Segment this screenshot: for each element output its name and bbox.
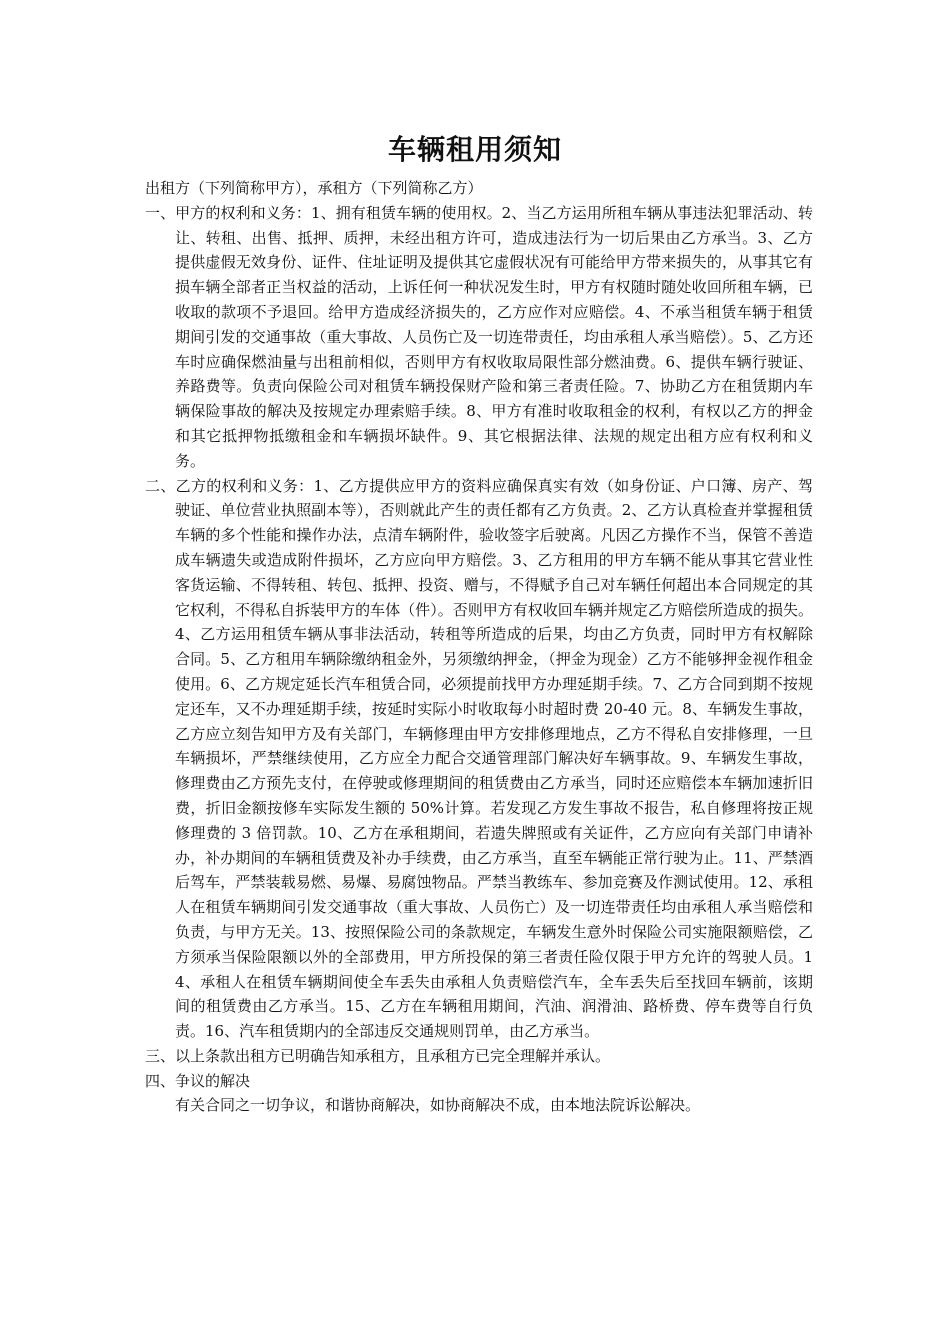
section-1 xyxy=(145,201,813,474)
intro-line: 出租方（下列简称甲方），承租方（下列简称乙方） xyxy=(145,179,483,197)
section-1-text: 1、拥有租赁车辆的使用权。2、当乙方运用所租车辆从事违法犯罪活动、转让、转租、出售、抵押、质押，未经出租方许可，造成违法行为一切后果由乙方承当。3、乙方提供虚假无效身份、证件、住址证明及提供其它虚假状况有可能给甲方带来损失的，从事其它有损车辆全部者正当权益的活动，上诉任何一种状况发生时，甲方有权随时随处收回所租车辆，已收取的款项不予退回。给甲方造成经济损失的，乙方应作对应赔偿。4、不承当租赁车辆于租赁期间引发的交通事故（重大事故、人员伤亡及一切连带责任，均由承租人承当赔偿）。5、乙方还车时应确保燃油量与出租前相似，否则甲方有权收取局限性部分燃油费。6、提供车辆行驶证、养路费等。负责向保险公司对租赁车辆投保财产险和第三者责任险。7、协助乙方在租赁期内车辆保险事故的解决及按规定办理索赔手续。8、甲方有准时收取租金的权利，有权以乙方的押金和其它抵押物抵缴租金和车辆损坏缺件。9、其它根据法律、法规的规定出租方应有权利和义务。 xyxy=(175,203,813,470)
section-1-heading: 一、甲方的权利和义务： xyxy=(145,203,311,222)
document-title: 车辆租用须知 xyxy=(387,133,562,166)
section-2-heading: 二、乙方的权利和义务： xyxy=(145,476,314,495)
section-2-text: 1、乙方提供应甲方的资料应确保真实有效（如身份证、户口簿、房产、驾驶证、单位营业执照副本等），否则就此产生的责任都有乙方负责。2、乙方认真检查并掌握租赁车辆的多个性能和操作办法，点清车辆附件，验收签字后驶离。凡因乙方操作不当，保管不善造成车辆遗失或造成附件损坏，乙方应向甲方赔偿。3、乙方租用的甲方车辆不能从事其它营业性客货运输、不得转租、转包、抵押、投资、赠与，不得赋予自己对车辆任何超出本合同规定的其它权利，不得私自拆装甲方的车体（件）。否则甲方有权收回车辆并规定乙方赔偿所造成的损失。4、乙方运用租赁车辆从事非法活动，转租等所造成的后果，均由乙方负责，同时甲方有权解除合同。5、乙方租用车辆除缴纳租金外，另须缴纳押金，（押金为现金）乙方不能够押金视作租金使用。6、乙方规定延长汽车租赁合同，必须提前找甲方办理延期手续。7、乙方合同到期不按规定还车，又不办理延期手续，按延时实际小时收取每小时超时费 20-40 元。8、车辆发生事故，乙方应立刻告知甲方及有关部门，车辆修理由甲方安排修理地点，乙方不得私自安排修理，一旦车辆损坏，严禁继续使用，乙方应全力配合交通管理部门解决好车辆事故。9、车辆发生事故，修理费由乙方预先支付，在停驶或修理期间的租赁费由乙方承当，同时还应赔偿本车辆加速折旧费，折旧金额按修车实际发生额的 50%计算。若发现乙方发生事故不报告，私自修理将按正规修理费的 3 倍罚款。10、乙方在承租期间，若遗失牌照或有关证件，乙方应向有关部门申请补办，补办期间的车辆租赁费及补办手续费，由乙方承当，直至车辆能正常行驶为止。11、严禁酒后驾车，严禁装载易燃、易爆、易腐蚀物品。严禁当教练车、参加竞赛及作测试使用。12、承租人在租赁车辆期间引发交通事故（重大事故、人员伤亡）及一切连带责任均由承租人承当赔偿和负责，与甲方无关。13、按照保险公司的条款规定，车辆发生意外时保险公司实施限额赔偿，乙方须承当保险限额以外的全部费用，甲方所投保的第三者责任险仅限于甲方允许的驾驶人员。14、承租人在租赁车辆期间使全车丢失由承租人负责赔偿汽车，全车丢失后至找回车辆前，该期间的租赁费由乙方承当。15、乙方在车辆租用期间，汽油、润滑油、路桥费、停车费等自行负责。16、汽车租赁期内的全部违反交通规则罚单，由乙方承当。 xyxy=(175,476,813,1041)
section-4 xyxy=(145,1069,813,1094)
section-3-heading: 三、以上条款出租方已明确告知承租方，且承租方已完全理解并承认。 xyxy=(145,1046,611,1065)
section-4-heading: 四、争议的解决 xyxy=(145,1071,251,1090)
closing-paragraph: 有关合同之一切争议，和谐协商解决，如协商解决不成，由本地法院诉讼解决。 xyxy=(175,1096,701,1115)
section-2 xyxy=(145,474,813,1044)
document-body xyxy=(145,176,813,1118)
section-3 xyxy=(145,1044,813,1069)
